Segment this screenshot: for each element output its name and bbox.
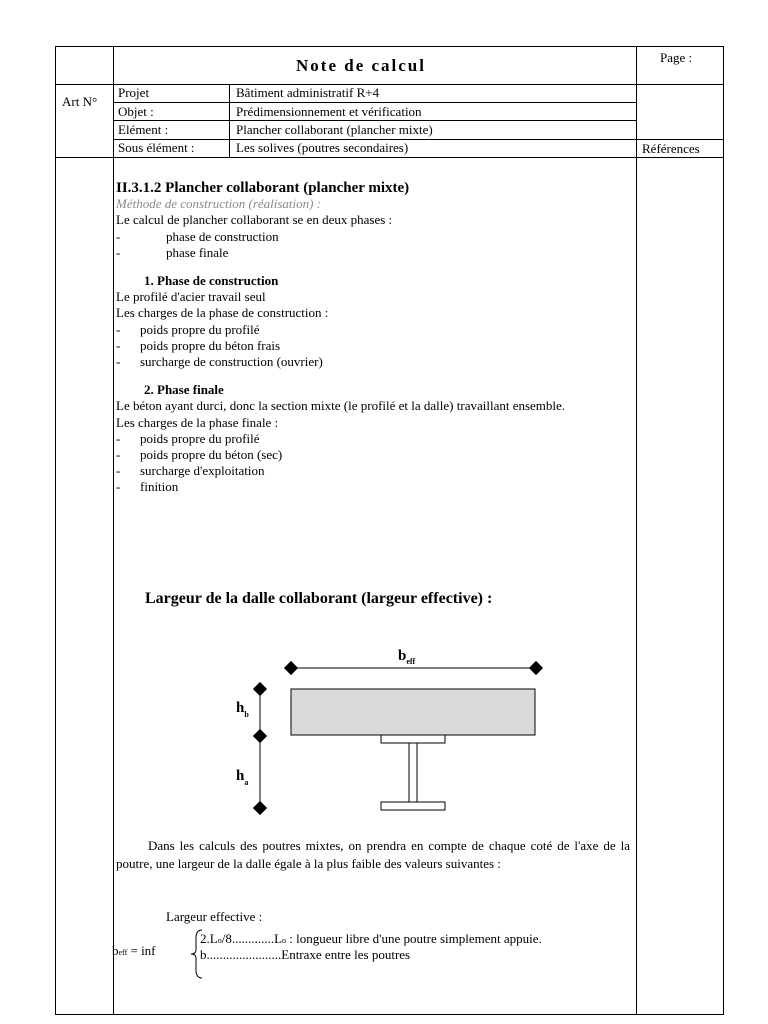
list-item: - poids propre du profilé [116,322,636,338]
ha-label: $h_a$ [236,768,249,787]
row-label-sous-element: Sous élément : [118,140,195,155]
hb-top-marker [253,682,267,696]
steel-top-flange [381,735,445,743]
width-title: Largeur de la dalle collaborant (largeur effective) : [145,590,493,607]
steel-web [409,743,417,802]
art-label: Art N° [62,94,98,109]
hb-bottom-marker [253,729,267,743]
row-value-element: Plancher collaborant (plancher mixte) [236,122,433,137]
list-item: - phase finale [116,245,636,261]
row-label-projet: Projet [118,85,150,100]
list-item: - finition [116,479,636,495]
phase2-line2: Les charges de la phase finale : [116,414,279,430]
beff-right-marker [529,661,543,675]
row-value-projet: Bâtiment administratif R+4 [236,85,380,100]
row-label-objet: Objet : [118,104,154,119]
formula-lhs: beff = inf [112,943,156,958]
row-value-sous-element: Les solives (poutres secondaires) [236,140,409,155]
formula-line-2: b.......................Entraxe entre les poutres [200,947,411,962]
references-label: Références [642,141,700,156]
phase2-line1: Le béton ayant durci, donc la section mixte (le profilé et la dalle) travaillant ensemble. [116,398,566,414]
phase1-title: 1. Phase de construction [144,273,279,289]
formula-line-1: 2.Lo/8.............Lo : longueur libre d'une poutre simplement appuie. [200,931,542,946]
phase1-line1: Le profilé d'acier travail seul [116,289,266,305]
steel-bottom-flange [381,802,445,810]
effective-width-label: Largeur effective : [166,909,263,924]
row-label-element: Elément : [118,122,169,137]
beff-left-marker [284,661,298,675]
ha-bottom-marker [253,801,267,815]
list-item: - surcharge d'exploitation [116,463,636,479]
phase1-line2: Les charges de la phase de construction : [116,305,329,321]
document-title: Note de calcul [296,56,426,75]
intro-text: Le calcul de plancher collaborant se en deux phases : [116,212,393,228]
list-item: - poids propre du béton frais [116,338,636,354]
list-item: - surcharge de construction (ouvrier) [116,354,636,370]
page-label: Page : [660,50,693,65]
row-value-objet: Prédimensionnement et vérification [236,104,422,119]
section-title: II.3.1.2 Plancher collaborant (plancher mixte) [116,180,410,196]
list-item: - poids propre du profilé [116,431,636,447]
beff-label: $b_{eff}$ [398,648,416,666]
phase2-title: 2. Phase finale [144,382,224,398]
concrete-slab [291,689,535,735]
effective-width-paragraph: Dans les calculs des poutres mixtes, on prendra en compte de chaque coté de l'axe de la poutre, une largeur de la dalle égale à la plus faible des valeurs suivantes : [116,838,630,871]
list-item: - phase de construction [116,229,636,245]
method-line: Méthode de construction (réalisation) : [116,196,322,212]
list-item: - poids propre du béton (sec) [116,447,636,463]
hb-label: $h_b$ [236,700,249,719]
